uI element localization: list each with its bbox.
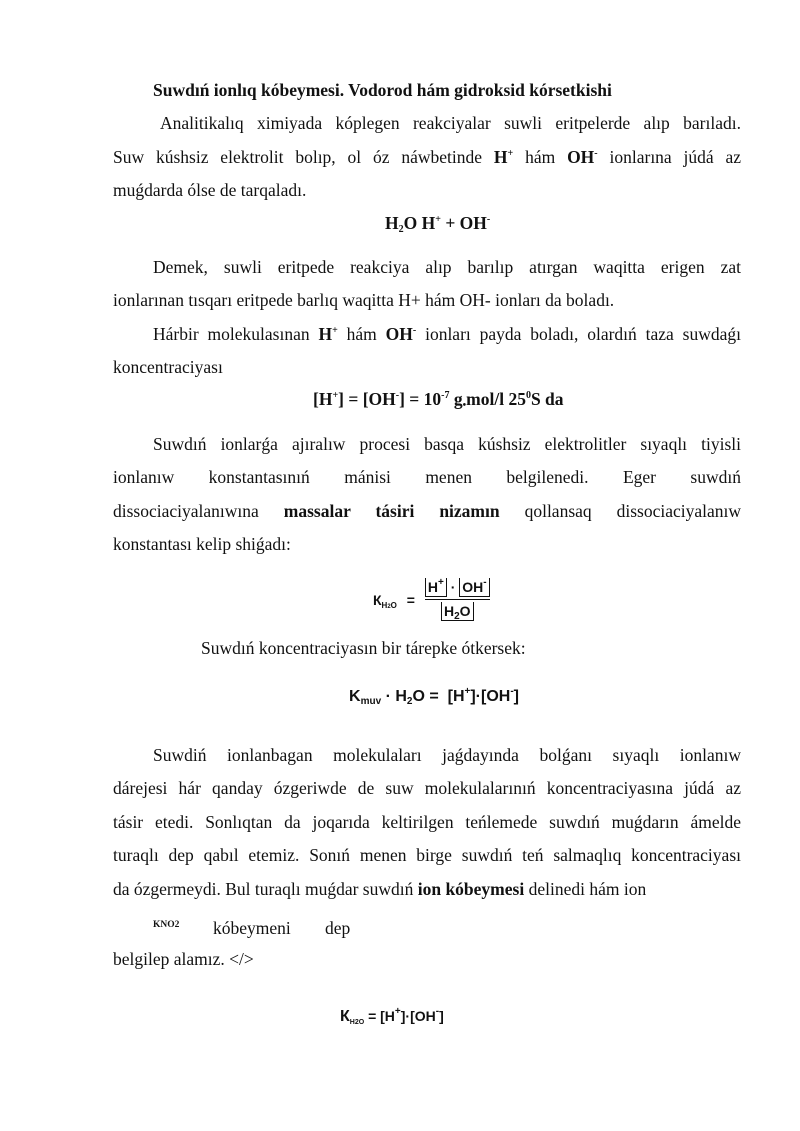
p3-oh-ion: OH- [385,324,417,344]
p3-line1: Hárbir molekulasınan H+ hám OH- ionları payda boladı, olardıń taza suwdaǵı [153,324,742,344]
p3-h-ion: H+ [318,324,338,344]
p1-h-ion: H+ [493,147,514,167]
p7-line2: belgilep alamız. </> [113,949,254,969]
p6-line3: tásir etedi. Sonlıqtan da joqarıda keltirilgen teńlemede suwdıń muǵdarın ámelde [113,812,741,832]
fraction-numerator: H+ · OH- [425,578,490,600]
p4-law-name: massalar tásiri nizamın [283,501,500,521]
p1-line2-text-b: ionlarına júdá az [609,147,742,167]
equation-ion-concentration: $[H^+] = [OH^-] = 10^{-7}$ $g_•mol/l$ $25^0S$ da [313,389,564,411]
equation-water-dissociation: $H_2O$ H+ + OH- [385,213,491,235]
p7-word-dep: dep [325,918,351,938]
p1-line3: muǵdarda ólse de tarqaladı. [113,180,307,200]
fraction-denominator: $H_2O$ [425,600,490,621]
p1-line1: Analitikalıq ximiyada kóplegen reakciyalar suwli eritpelerde alıp barıladı. [160,113,741,133]
equation-ion-product: $К_{H2O} = [H^+]\cdot[OH^-]$ [340,1006,444,1026]
p1-line2 [113,147,741,168]
p5-line: Suwdıń koncentraciyasın bir tárepke ótkersek: [201,638,526,658]
p7-word-kobeymeni: kóbeymeni [213,918,291,938]
p1-line2-text-a: Suw kúshsiz elektrolit bolıp, ol óz náwbetinde [113,147,483,167]
equation-k-muv: $K_{muv} \cdot H_2O = [H^+]\cdot[OH^-]$ [349,686,519,707]
k-symbol: $К_{H2O}$ [373,591,397,610]
p4-line4: konstantası kelip shiǵadı: [113,534,291,554]
section-title: Suwdıń ionlıq kóbeymesi. Vodorod hám gidroksid kórsetkishi [153,80,612,100]
p2-line1: Demek, suwli eritpede reakciya alıp barılıp atırgan waqitta erigen zat [153,257,741,277]
p6-line4: turaqlı dep qabıl etemiz. Sonıń menen birge suwdıń teń salmaqlıq koncentraciyası [113,845,741,865]
equation-dissociation-constant: $К_{H2O}$ = $\frac{H^+ \cdot OH^-}{H_2O}$ [373,578,490,621]
p3-line2: koncentraciyası [113,357,223,377]
p1-oh-ion: OH- [567,147,598,167]
p2-line2: ionlarınan tısqarı eritpede barlıq waqitta H+ hám OH- ionları da boladı. [113,290,615,310]
p4-line3: dissociaciyalanıwına massalar tásiri nizamın qollansaq dissociaciyalanıw [113,501,742,521]
p1-ham: hám [525,147,556,167]
p4-line2: ionlanıw konstantasınıń mánisi menen belgilenedi. Eger suwdıń [113,467,741,487]
p6-line2: dárejesi hár qanday ózgeriwde de suw molekulalarınıń koncentraciyasına júdá az [113,778,741,798]
p6-line1: Suwdiń ionlanbagan molekulaları jaǵdayında bolǵanı sıyaqlı ionlanıw [153,745,741,765]
p6-ion-product: ion kóbeymesi [417,879,525,899]
p4-line1: Suwdıń ionlarǵa ajıralıw procesi basqa kúshsiz elektrolitler sıyaqlı tiyisli [153,434,741,454]
kno2-label: KNO2 [153,920,180,930]
fraction [425,578,490,621]
p6-line5: da ózgermeydi. Bul turaqlı muǵdar suwdıń ion kóbeymesi delinedi hám ion [113,879,647,899]
